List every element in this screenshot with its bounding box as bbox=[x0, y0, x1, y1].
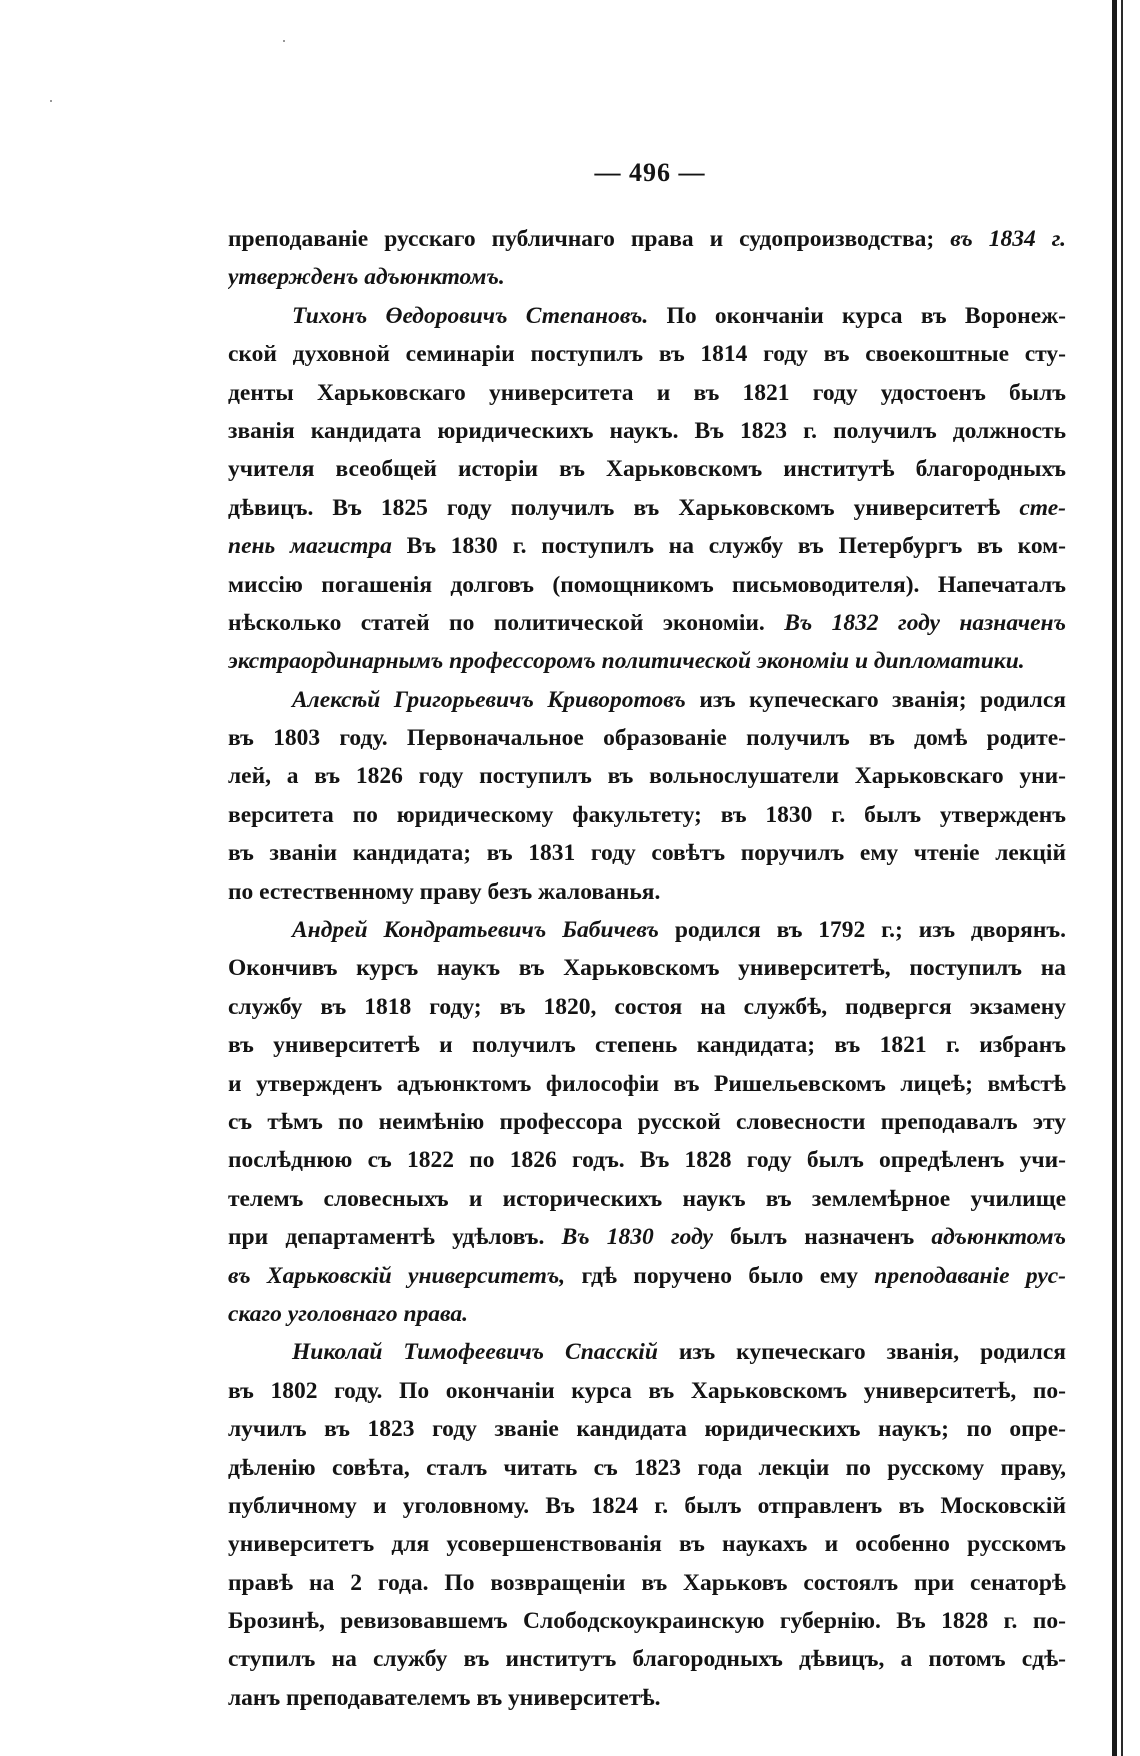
text-run: учителя всеобщей исторiи въ Харьковскомъ институтѣ благородныхъ bbox=[228, 456, 1066, 483]
text-line bbox=[228, 1640, 1066, 1678]
text-line bbox=[228, 1103, 1066, 1141]
page-number: — 496 — bbox=[594, 158, 706, 187]
text-line bbox=[228, 1487, 1066, 1525]
text-run: лей, а въ 1826 году поступилъ въ вольнослушатели Харьковскаго уни- bbox=[228, 763, 1066, 790]
text-line bbox=[228, 604, 1066, 642]
text-line bbox=[228, 1065, 1066, 1103]
scan-speck bbox=[283, 40, 285, 42]
text-run: ступилъ на службу въ институтъ благородныхъ дѣвицъ, а потомъ сдѣ- bbox=[228, 1646, 1066, 1673]
text-line bbox=[228, 1525, 1066, 1563]
text-run: публичному и уголовному. Въ 1824 г. былъ отправленъ въ Московскiй bbox=[228, 1492, 1066, 1519]
text-line bbox=[228, 1564, 1066, 1602]
text-run: при департаментѣ удѣловъ. bbox=[228, 1224, 562, 1251]
text-line bbox=[228, 911, 1066, 949]
text-line bbox=[228, 1410, 1066, 1448]
text-run: въ 1802 году. По окончанiи курса въ Харьковскомъ университетѣ, по- bbox=[228, 1377, 1066, 1404]
text-run: званiя кандидата юридическихъ наукъ. Въ 1823 г. получилъ должность bbox=[228, 417, 1066, 444]
text-run: съ тѣмъ по неимѣнiю профессора русской словесности преподавалъ эту bbox=[228, 1108, 1066, 1135]
text-line bbox=[228, 258, 1066, 296]
text-run: денты Харьковскаго университета и въ 1821 году удостоенъ былъ bbox=[228, 379, 1066, 406]
scan-speck bbox=[50, 100, 52, 102]
italic-text-run: экстраординарнымъ профессоромъ политической экономiи и дипломатики. bbox=[228, 648, 1025, 675]
text-line bbox=[228, 949, 1066, 987]
text-run: верситета по юридическому факультету; въ 1830 г. былъ утвержденъ bbox=[228, 801, 1066, 828]
italic-text-run: адъюнктомъ bbox=[931, 1224, 1066, 1251]
text-run: и утвержденъ адъюнктомъ философiи въ Ришельевскомъ лицеѣ; вмѣстѣ bbox=[228, 1070, 1066, 1097]
text-run: въ университетѣ и получилъ степень кандидата; въ 1821 г. избранъ bbox=[228, 1032, 1066, 1059]
text-run: Брозинѣ, ревизовавшемъ Слободскоукраинскую губернiю. Въ 1828 г. по- bbox=[228, 1608, 1066, 1635]
text-run: нѣсколько статей по политической экономiи. bbox=[228, 609, 785, 636]
italic-text-run: утвержденъ адъюнктомъ. bbox=[228, 264, 505, 291]
text-run: По окончанiи курса въ Воронеж- bbox=[648, 302, 1066, 329]
text-run: дѣвицъ. Въ 1825 году получилъ въ Харьковскомъ университетѣ bbox=[228, 494, 1020, 521]
text-run: Въ 1830 г. поступилъ на службу въ Петербургъ въ ком- bbox=[391, 533, 1066, 560]
text-line bbox=[228, 1295, 1066, 1333]
text-run: въ 1803 году. Первоначальное образованiе получилъ въ домѣ родите- bbox=[228, 725, 1066, 752]
italic-text-run: Въ 1830 году bbox=[561, 1224, 713, 1251]
text-line bbox=[228, 335, 1066, 373]
italic-text-run: въ 1834 г. bbox=[950, 226, 1066, 252]
italic-text-run: сте- bbox=[1019, 494, 1066, 521]
text-run: гдѣ поручено было ему bbox=[565, 1262, 875, 1289]
text-line bbox=[228, 1026, 1066, 1064]
text-run: по естественному праву безъ жалованья. bbox=[228, 878, 661, 905]
text-run: преподаванiе русскаго публичнаго права и судопроизводства; bbox=[228, 226, 951, 252]
text-run: послѣднюю съ 1822 по 1826 годъ. Въ 1828 году былъ опредѣленъ учи- bbox=[228, 1147, 1066, 1174]
text-run: изъ купеческаго званiя, родился bbox=[657, 1339, 1066, 1366]
text-line bbox=[228, 681, 1066, 719]
text-run: ланъ преподавателемъ въ университетѣ. bbox=[228, 1684, 661, 1711]
page-body-text bbox=[228, 220, 1066, 1717]
text-run: родился въ 1792 г.; изъ дворянъ. bbox=[658, 917, 1066, 944]
text-line bbox=[228, 1333, 1066, 1371]
text-run: въ званiи кандидата; въ 1831 году совѣтъ поручилъ ему чтенiе лекцiй bbox=[228, 840, 1066, 867]
text-line bbox=[228, 834, 1066, 872]
text-line bbox=[228, 1372, 1066, 1410]
italic-text-run: въ Харьковскiй университетъ, bbox=[228, 1262, 566, 1289]
text-run: миссiю погашенiя долговъ (помощникомъ письмоводителя). Напечаталъ bbox=[228, 571, 1066, 598]
text-run: университетъ для усовершенствованiя въ наукахъ и особенно русскомъ bbox=[228, 1531, 1066, 1558]
text-line bbox=[228, 1679, 1066, 1717]
text-line bbox=[228, 796, 1066, 834]
page-edge-rule bbox=[1112, 0, 1117, 1756]
text-run: ской духовной семинарiи поступилъ въ 1814 году въ своекоштные сту- bbox=[228, 341, 1066, 368]
italic-text-run: Николай Тимофеевичъ Спасскiй bbox=[292, 1339, 658, 1366]
text-line bbox=[228, 412, 1066, 450]
italic-text-run: Въ 1832 году назначенъ bbox=[784, 609, 1066, 636]
text-run: дѣленiю совѣта, сталъ читать съ 1823 года лекцiи по русскому праву, bbox=[228, 1454, 1066, 1481]
text-line bbox=[228, 1257, 1066, 1295]
text-line bbox=[228, 988, 1066, 1026]
text-line bbox=[228, 566, 1066, 604]
text-line bbox=[228, 297, 1066, 335]
text-line bbox=[228, 873, 1066, 911]
italic-text-run: Андрей Кондратьевичъ Бабичевъ bbox=[292, 917, 659, 944]
italic-text-run: Тихонъ Өедоровичъ Степановъ. bbox=[292, 302, 649, 329]
text-line bbox=[228, 220, 1066, 258]
page-edge-rule-thin bbox=[1121, 0, 1123, 1756]
text-line bbox=[228, 1180, 1066, 1218]
text-line bbox=[228, 450, 1066, 488]
text-line bbox=[228, 1141, 1066, 1179]
text-line bbox=[228, 719, 1066, 757]
italic-text-run: Алексѣй Григорьевичъ Криворотовъ bbox=[292, 686, 686, 713]
italic-text-run: преподаванiе рус- bbox=[874, 1262, 1066, 1289]
text-line bbox=[228, 642, 1066, 680]
text-run: лучилъ въ 1823 году званiе кандидата юридическихъ наукъ; по опре- bbox=[228, 1416, 1066, 1443]
text-line bbox=[228, 757, 1066, 795]
text-line bbox=[228, 374, 1066, 412]
text-run: изъ купеческаго званiя; родился bbox=[685, 686, 1066, 713]
text-line bbox=[228, 527, 1066, 565]
text-run: телемъ словесныхъ и историческихъ наукъ въ землемѣрное училище bbox=[228, 1185, 1066, 1212]
italic-text-run: скаго уголовнаго права. bbox=[228, 1300, 469, 1327]
text-run: былъ назначенъ bbox=[712, 1224, 932, 1251]
text-run: правѣ на 2 года. По возвращенiи въ Харьковъ состоялъ при сенаторѣ bbox=[228, 1569, 1066, 1596]
text-line bbox=[228, 1218, 1066, 1256]
text-line bbox=[228, 489, 1066, 527]
text-line bbox=[228, 1449, 1066, 1487]
text-run: Окончивъ курсъ наукъ въ Харьковскомъ университетѣ, поступилъ на bbox=[228, 955, 1066, 982]
text-line bbox=[228, 1602, 1066, 1640]
italic-text-run: пень магистра bbox=[228, 533, 392, 560]
text-run: службу въ 1818 году; въ 1820, состоя на службѣ, подвергся экзамену bbox=[228, 993, 1066, 1020]
